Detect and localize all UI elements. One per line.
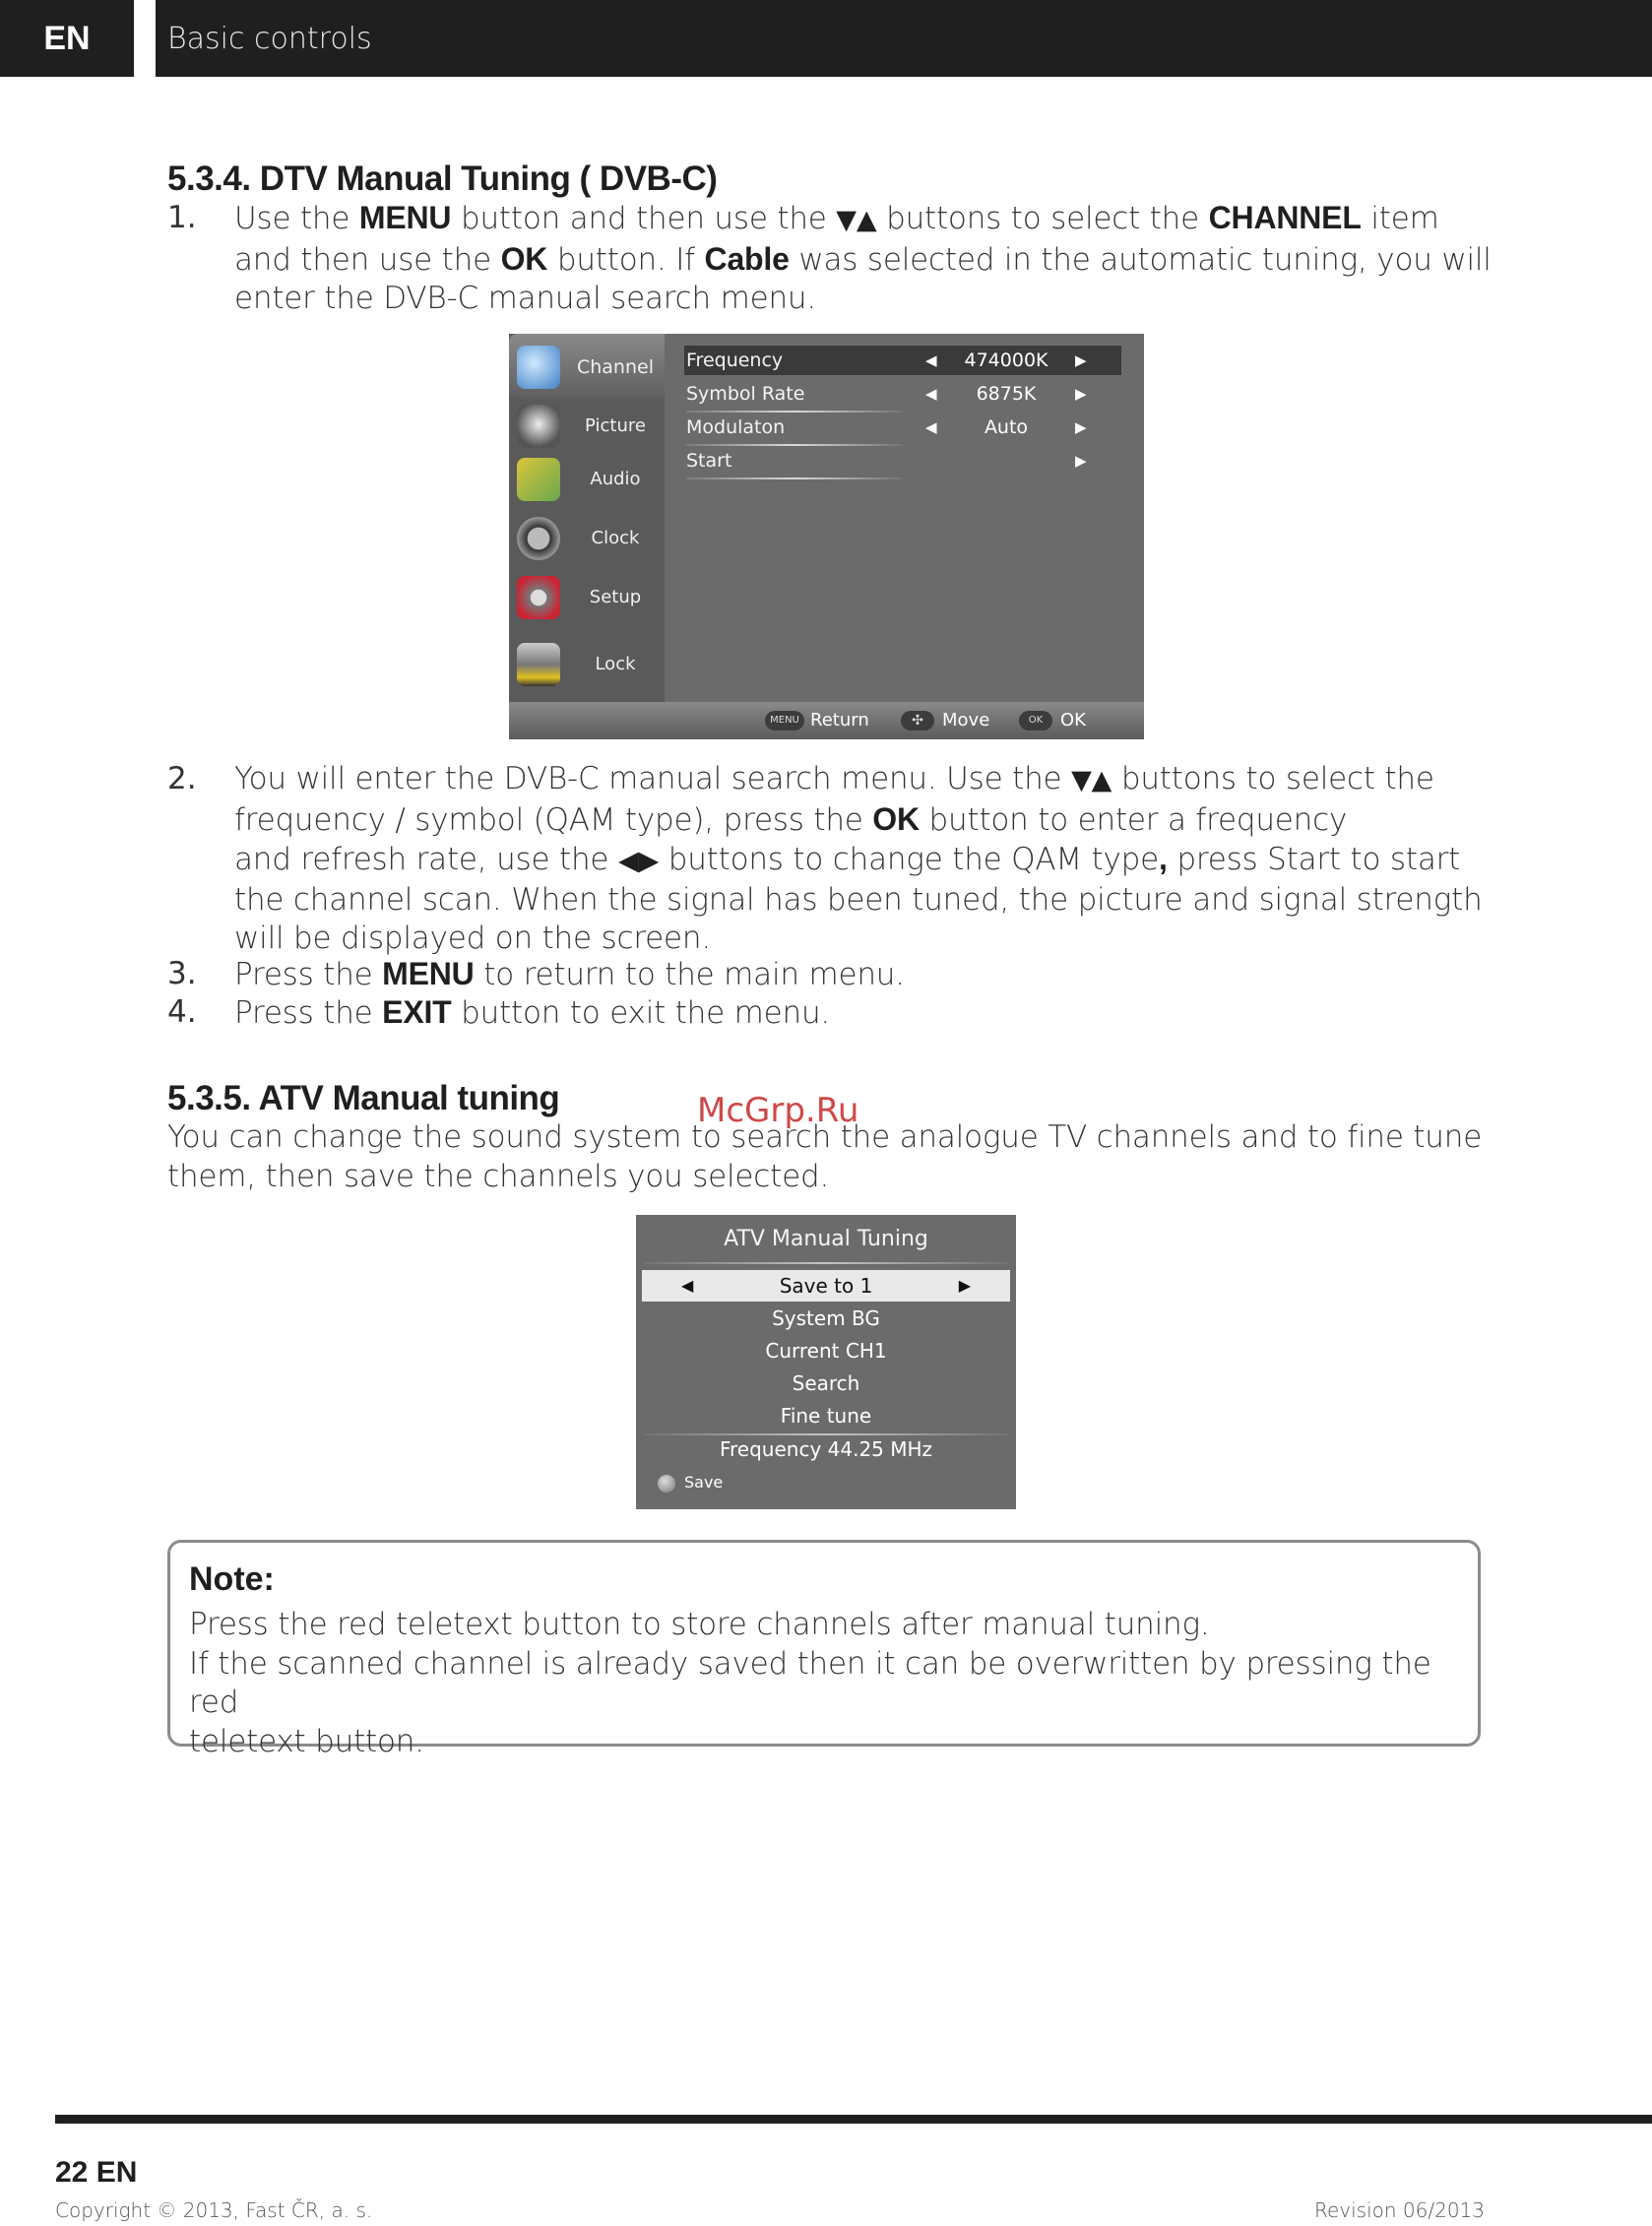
right-arrow-icon[interactable]: ▶	[1075, 452, 1087, 470]
down-up-arrows-icon: ▼▲	[1071, 765, 1112, 795]
step-1-text	[234, 199, 1492, 319]
left-arrow-icon[interactable]: ◀	[925, 385, 937, 403]
audio-icon	[517, 458, 560, 501]
atv-manual-tuning-menu	[636, 1215, 1016, 1509]
sidebar-item-audio[interactable]	[509, 452, 665, 507]
left-arrow-icon[interactable]: ◀	[681, 1276, 694, 1295]
lock-icon	[517, 643, 560, 686]
red-button-icon	[658, 1475, 675, 1493]
monitor-icon	[517, 346, 560, 389]
step-2-text	[234, 760, 1483, 959]
step-number-2: 2.	[167, 761, 197, 796]
step-1-line-1: Use the MENU button and then use the ▼▲ buttons to select the CHANNEL item	[234, 200, 1439, 236]
page-section-title: Basic controls	[167, 22, 372, 56]
note-box	[167, 1540, 1481, 1759]
step-2-line-3: and refresh rate, use the ◀▶ buttons to change the QAM type, press Start to start	[234, 841, 1461, 877]
left-right-arrows-icon: ◀▶	[617, 846, 660, 876]
step-number-4: 4.	[167, 994, 197, 1030]
atv-row-search[interactable]: Search	[792, 1371, 860, 1395]
step-number-3: 3.	[167, 956, 197, 991]
step-2-line-2: frequency / symbol (QAM type), press the OK button to enter a frequency	[234, 800, 1348, 838]
copyright-text: Copyright © 2013, Fast ČR, a. s.	[55, 2198, 373, 2222]
sidebar-item-label: Picture	[585, 415, 646, 436]
menu-row-modulation[interactable]	[686, 413, 1139, 442]
step-2-line-4: the channel scan. When the signal has been tuned, the picture and signal strength	[234, 881, 1483, 918]
atv-row-system[interactable]: System BG	[772, 1306, 880, 1330]
note-line-2: If the scanned channel is already saved then it can be overwritten by pressing the red	[189, 1645, 1431, 1720]
atv-intro-line-2: them, then save the channels you selected.	[167, 1158, 830, 1194]
row-label: Modulaton	[686, 416, 786, 438]
language-tab: EN	[0, 0, 134, 77]
watermark: McGrp.Ru	[697, 1091, 859, 1130]
left-arrow-icon[interactable]: ◀	[925, 418, 937, 436]
atv-row-frequency: Frequency 44.25 MHz	[719, 1437, 933, 1461]
section-heading-dtv: 5.3.4. DTV Manual Tuning ( DVB-C)	[167, 159, 718, 198]
atv-row-fine-tune[interactable]: Fine tune	[780, 1404, 872, 1428]
osd-sidebar	[509, 334, 665, 702]
step-1-line-2: and then use the OK button. If Cable was selected in the automatic tuning, you will	[234, 240, 1492, 278]
step-2-line-5: will be displayed on the screen.	[234, 921, 712, 956]
section-heading-atv: 5.3.5. ATV Manual tuning	[167, 1079, 560, 1117]
sidebar-item-clock[interactable]	[509, 511, 665, 566]
note-title: Note:	[189, 1560, 275, 1598]
row-label: Start	[686, 450, 732, 472]
sidebar-item-label: Lock	[595, 654, 636, 674]
sidebar-item-label: Setup	[589, 587, 642, 607]
right-arrow-icon[interactable]: ▶	[1075, 351, 1087, 369]
step-2-line-1: You will enter the DVB-C manual search menu. Use the ▼▲ buttons to select the	[234, 761, 1434, 796]
atv-intro-line-1: You can change the sound system to search the analogue TV channels and to fine tune	[167, 1119, 1483, 1155]
clock-icon	[517, 517, 560, 560]
footer-move-label: Move	[942, 710, 990, 731]
sidebar-item-lock[interactable]	[509, 637, 665, 692]
sidebar-item-label: Clock	[591, 528, 640, 548]
row-value: 6875K	[976, 383, 1037, 405]
footer-return-label: Return	[810, 710, 869, 731]
menu-key-icon: MENU	[765, 711, 804, 731]
dvbc-manual-search-menu	[509, 334, 1144, 739]
osd-title: ATV Manual Tuning	[724, 1227, 928, 1251]
page-number: 22 EN	[55, 2156, 138, 2189]
row-label: Save to 1	[779, 1274, 873, 1298]
revision-text: Revision 06/2013	[1313, 2198, 1485, 2222]
osd-footer-bar	[509, 702, 1144, 739]
right-arrow-icon[interactable]: ▶	[1075, 385, 1087, 403]
gear-icon	[517, 576, 560, 619]
note-line-1: Press the red teletext button to store channels after manual tuning.	[189, 1607, 1210, 1642]
camera-icon	[517, 405, 560, 448]
row-value: Auto	[984, 416, 1029, 438]
row-divider	[686, 477, 903, 479]
step-3-text: Press the MENU to return to the main menu.	[234, 956, 905, 992]
header-bar	[156, 0, 1652, 77]
row-label: Frequency	[686, 350, 784, 371]
step-4-text: Press the EXIT button to exit the menu.	[234, 994, 831, 1031]
right-arrow-icon[interactable]: ▶	[958, 1276, 971, 1295]
row-label: Symbol Rate	[686, 383, 805, 405]
down-up-arrows-icon: ▼▲	[836, 205, 877, 235]
footer-rule	[55, 2115, 1652, 2124]
menu-row-start[interactable]	[686, 446, 1139, 476]
sidebar-item-channel[interactable]	[509, 340, 665, 395]
footer-ok-label: OK	[1060, 710, 1086, 731]
note-text	[189, 1606, 1478, 1761]
step-1-line-3: enter the DVB-C manual search menu.	[234, 281, 816, 316]
left-arrow-icon[interactable]: ◀	[925, 351, 937, 369]
sidebar-item-label: Audio	[590, 469, 641, 489]
title-divider	[644, 1262, 1008, 1264]
sidebar-item-label: Channel	[576, 356, 654, 378]
note-line-3: teletext button.	[189, 1723, 424, 1759]
menu-row-symbol-rate[interactable]	[686, 379, 1139, 409]
sidebar-item-picture[interactable]	[509, 399, 665, 454]
right-arrow-icon[interactable]: ▶	[1075, 418, 1087, 436]
atv-row-current-channel[interactable]: Current CH1	[765, 1339, 887, 1363]
atv-row-save-to[interactable]	[636, 1270, 1016, 1302]
row-value: 474000K	[964, 350, 1048, 371]
sidebar-item-setup[interactable]	[509, 570, 665, 625]
step-number-1: 1.	[167, 200, 197, 235]
save-hint-label: Save	[684, 1473, 724, 1492]
move-key-icon: ✣	[901, 711, 934, 731]
ok-key-icon: OK	[1019, 711, 1052, 731]
menu-row-frequency[interactable]	[686, 346, 1139, 375]
